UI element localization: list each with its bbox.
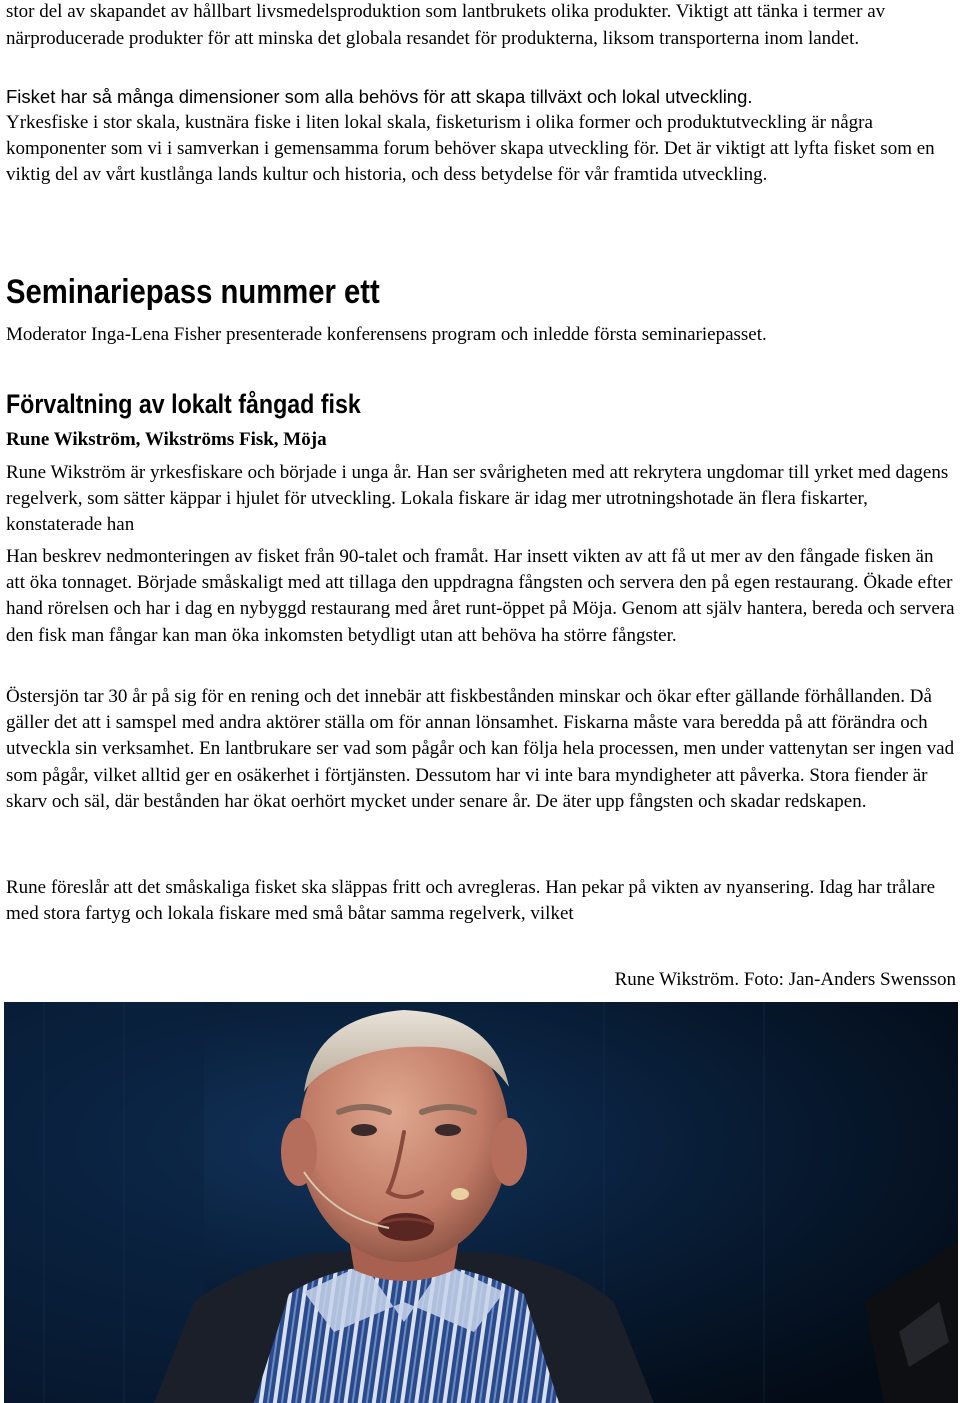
- photo-caption: Rune Wikström. Foto: Jan-Anders Swensson: [614, 969, 956, 990]
- article-paragraph-2: Han beskrev nedmonteringen av fisket från 90-talet och framåt. Har insett vikten av att få ut mer av den fångade fisken än att öka tonnaget. Började småskaligt med att tillaga den uppdragna fångsten och servera den på egen restaurang. Ökade efter hand rörelsen och har i dag en nybyggd restaurang med året runt-öppet på Möja. Genom att själv hantera, bereda och servera den fisk man fångar kan man öka inkomsten betydligt utan att behöva ha större fångster.: [6, 546, 955, 646]
- speaker-photo-illustration: [4, 1002, 958, 1403]
- article-title: Förvaltning av lokalt fångad fisk: [6, 389, 361, 419]
- intro-paragraph-3: Yrkesfiske i stor skala, kustnära fiske i liten lokal skala, fisketurism i olika former och produktutveckling är några komponenter som vi i samverkan i gemensamma forum behöver skapa utveckling för. Det är viktigt att lyfta fisket som en viktig del av vårt kustlånga lands kultur och historia, och dess betydelse för vår framtida utveckling.: [6, 112, 935, 186]
- intro-paragraph-1: [6, 0, 956, 52]
- intro-text-1: stor del av skapandet av hållbart livsmedelsproduktion som lantbrukets olika produkter. Viktigt att tänka i termer av närproducerade produkter för att minska det globala resandet för produkterna, liksom transporterna inom landet.: [6, 1, 886, 49]
- article-paragraph-3: Östersjön tar 30 år på sig för en rening och det innebär att fiskbestånden minskar och ökar efter gällande förhållanden. Då gäller det att i samspel med andra aktörer ställa om för annan lönsamhet. Fiskarna måste vara beredda på att förändra och utveckla sin verksamhet. En lantbrukare ser vad som pågår och kan följa hela processen, men under vattenytan ser ingen vad som pågår, vilket alltid ger en osäkerhet i förtjänsten. Dessutom har vi inte bara myndigheter att påverka. Stora fiender är skarv och säl, där bestånden har ökat oerhört mycket under senare år. De äter upp fångsten och skadar redskapen.: [6, 686, 955, 812]
- article-paragraph-4: Rune föreslår att det småskaliga fisket ska släppas fritt och avregleras. Han pekar på vikten av nyansering. Idag har trålare med stora fartyg och lokala fiskare med små båtar samma regelverk, vilket: [6, 877, 936, 925]
- moderator-paragraph: Moderator Inga-Lena Fisher presenterade konferensens program och inledde första seminariepasset.: [6, 324, 767, 345]
- section-title: Seminariepass nummer ett: [6, 273, 380, 311]
- speaker-photo: [4, 1002, 958, 1403]
- speaker-line: Rune Wikström, Wikströms Fisk, Möja: [6, 429, 327, 450]
- intro-paragraph-2: Fisket har så många dimensioner som alla behövs för att skapa tillväxt och lokal utveckling.: [6, 86, 753, 107]
- article-paragraph-1: Rune Wikström är yrkesfiskare och började i unga år. Han ser svårigheten med att rekrytera ungdomar till yrket med dagens regelverk, som sätter käppar i hjulet för utveckling. Lokala fiskare är idag mer utrotningshotade än flera fiskarter, konstaterade han: [6, 462, 949, 536]
